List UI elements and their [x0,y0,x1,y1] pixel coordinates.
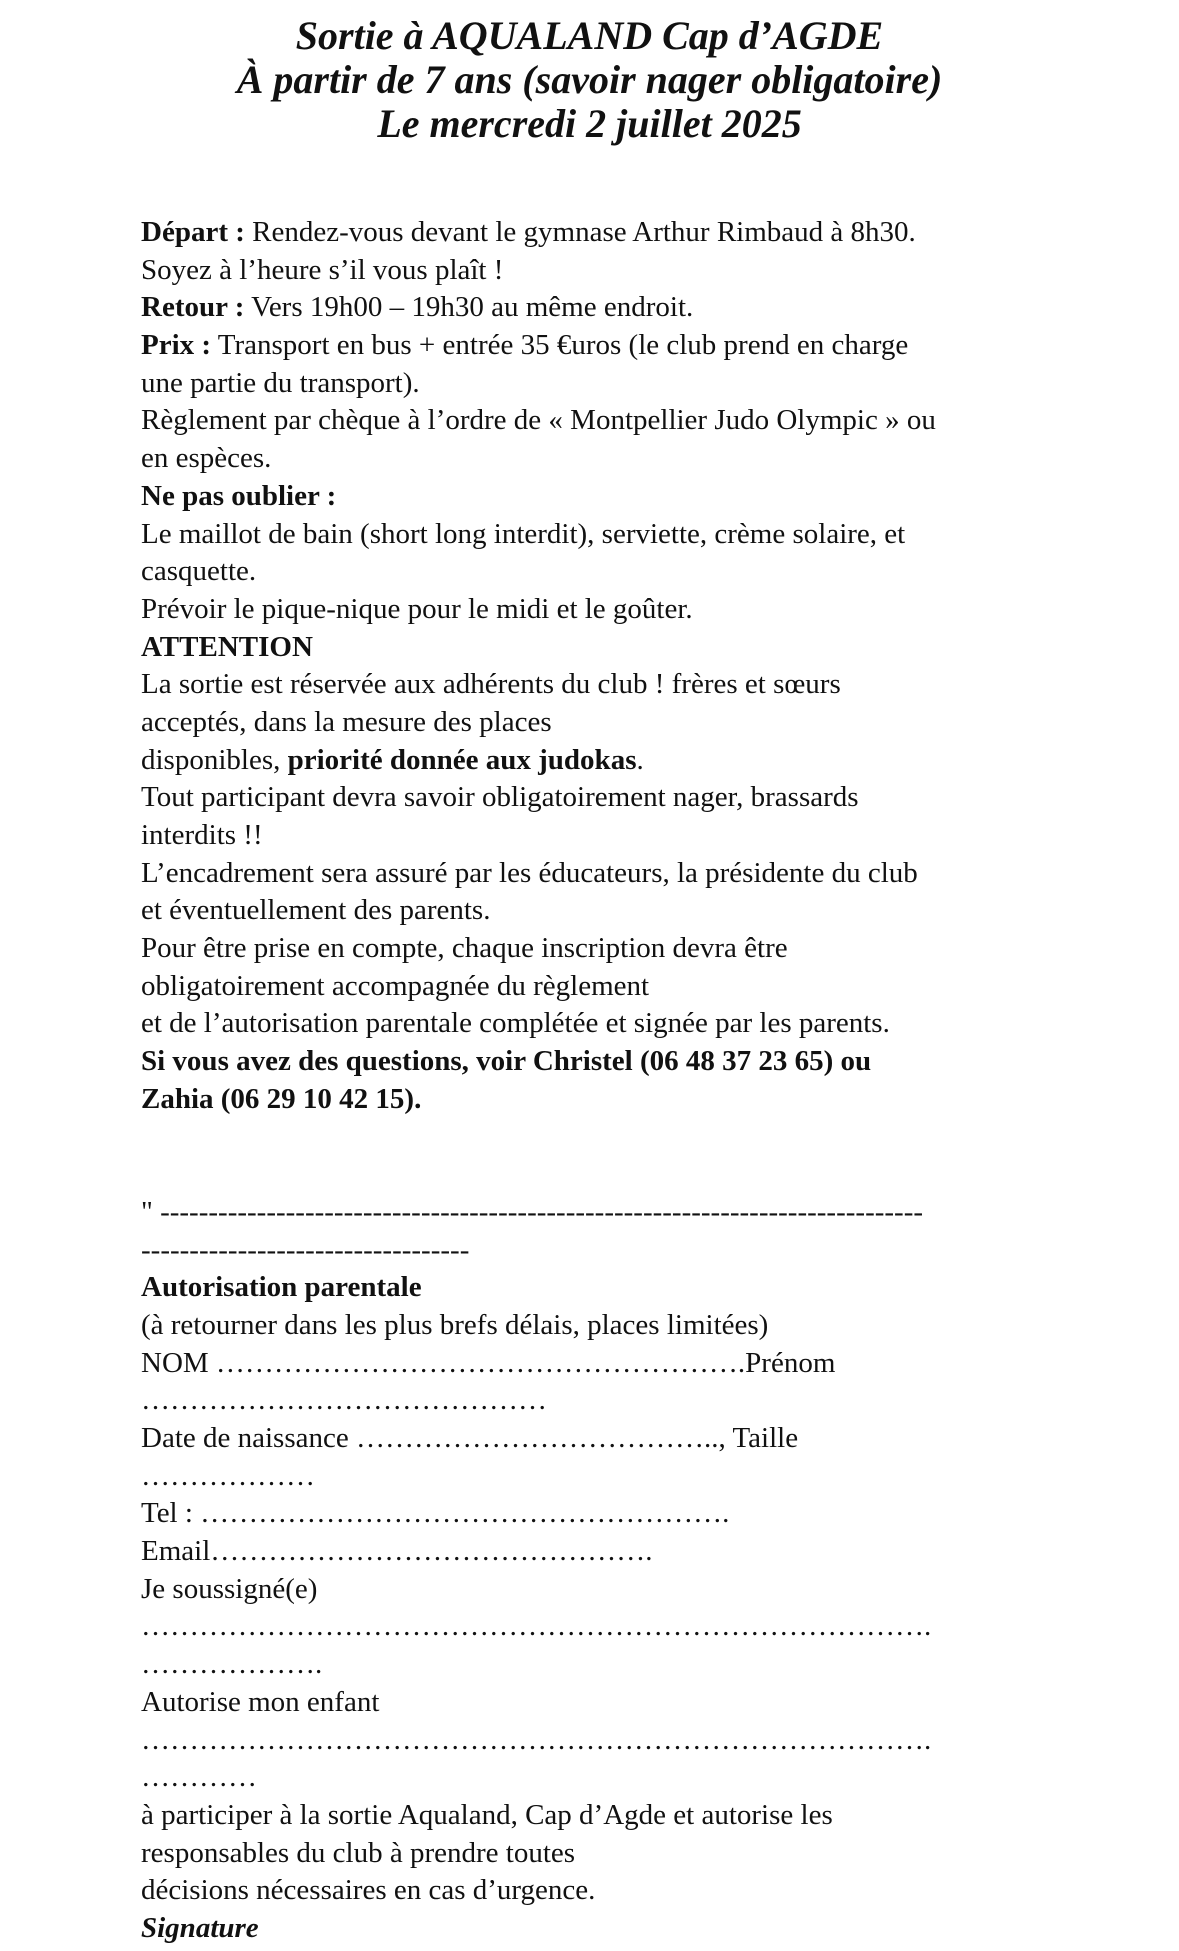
depart-text-2: Soyez à l’heure s’il vous plaît ! [141,253,504,286]
prix-text: Transport en bus + entrée 35 €uros (le club prend en charge [211,329,909,362]
attention-label: ATTENTION [141,630,313,663]
priorite-judokas: priorité donnée aux judokas [287,743,637,776]
nom-prenom-field: NOM ……………………………………………….Prénom [141,1346,836,1379]
nager-line-1: Tout participant devra savoir obligatoirement nager, brassards [141,781,859,814]
encadrement-line-1: L’encadrement sera assuré par les éducateurs, la présidente du club [141,856,918,889]
reglement-line-2: en espèces. [141,442,272,475]
questions-line-2: Zahia (06 29 10 42 15). [141,1082,422,1115]
document-title [0,14,1179,146]
piquenique-line: Prévoir le pique-nique pour le midi et le goûter. [141,592,693,625]
oublier-label: Ne pas oublier : [141,479,337,512]
soussigne-label: Je soussigné(e) [141,1572,318,1605]
participer-line-3: décisions nécessaires en cas d’urgence. [141,1874,596,1907]
encadrement-line-2: et éventuellement des parents. [141,894,491,927]
attention-text-3c: . [636,743,644,776]
taille-field-continued: ……………… [141,1459,315,1492]
attention-line-3 [141,742,1061,780]
inscription-line-2: obligatoirement accompagnée du règlement [141,969,650,1002]
participer-line-2: responsables du club à prendre toutes [141,1836,576,1869]
attention-text-3a: disponibles, [141,743,288,776]
title-line-1: Sortie à AQUALAND Cap d’AGDE [295,13,884,58]
enfant-field-2: ………… [141,1761,257,1794]
title-line-2: À partir de 7 ans (savoir nager obligatoire) [236,57,943,102]
soussigne-field-2: ………………. [141,1648,323,1681]
retour-line [141,289,1061,327]
tel-field: Tel : ………………………………………………. [141,1497,730,1530]
cut-separator-line-2: ---------------------------------- [141,1233,470,1266]
depart-text: Rendez-vous devant le gymnase Arthur Rimbaud à 8h30. [244,216,916,248]
title-line-3: Le mercredi 2 juillet 2025 [377,101,802,146]
attention-line-2: acceptés, dans la mesure des places [141,705,552,738]
oublier-line-2: casquette. [141,555,257,588]
enfant-field-1: ………………………………………………………………………. [141,1723,932,1756]
attention-line-1: La sortie est réservée aux adhérents du club ! frères et sœurs [141,668,841,701]
form-heading: Autorisation parentale [141,1271,422,1304]
inscription-line-1: Pour être prise en compte, chaque inscription devra être [141,932,788,965]
email-field: Email………………………………………. [141,1535,653,1568]
depart-label: Départ : [141,216,245,248]
prix-label: Prix : [141,329,212,362]
reglement-line-1: Règlement par chèque à l’ordre de « Montpellier Judo Olympic » ou [141,404,936,437]
oublier-line-1: Le maillot de bain (short long interdit), serviette, crème solaire, et [141,517,906,550]
document-body [141,214,1061,1948]
retour-label: Retour : [141,291,245,324]
signature-label: Signature [141,1911,259,1944]
soussigne-field-1: ………………………………………………………………………. [141,1610,932,1643]
form-subheading: (à retourner dans les plus brefs délais, places limitées) [141,1308,769,1341]
participer-line-1: à participer à la sortie Aqualand, Cap d’Agde et autorise les [141,1798,833,1831]
spacer [141,1119,1061,1194]
retour-text: Vers 19h00 – 19h30 au même endroit. [244,291,694,324]
autorise-label: Autorise mon enfant [141,1685,380,1718]
depart-line [141,214,1061,252]
prix-line [141,327,1061,365]
prix-text-2: une partie du transport). [141,366,420,399]
questions-line-1: Si vous avez des questions, voir Christel (06 48 37 23 65) ou [141,1045,872,1078]
nager-line-2: interdits !! [141,819,263,851]
inscription-line-3: et de l’autorisation parentale complétée et signée par les parents. [141,1007,890,1040]
naissance-taille-field: Date de naissance ……………………………….., Taille [141,1422,799,1455]
cut-separator-line-1: " ------------------------------------------------------------------------------- [141,1195,924,1228]
prenom-field-continued: …………………………………… [141,1384,547,1417]
